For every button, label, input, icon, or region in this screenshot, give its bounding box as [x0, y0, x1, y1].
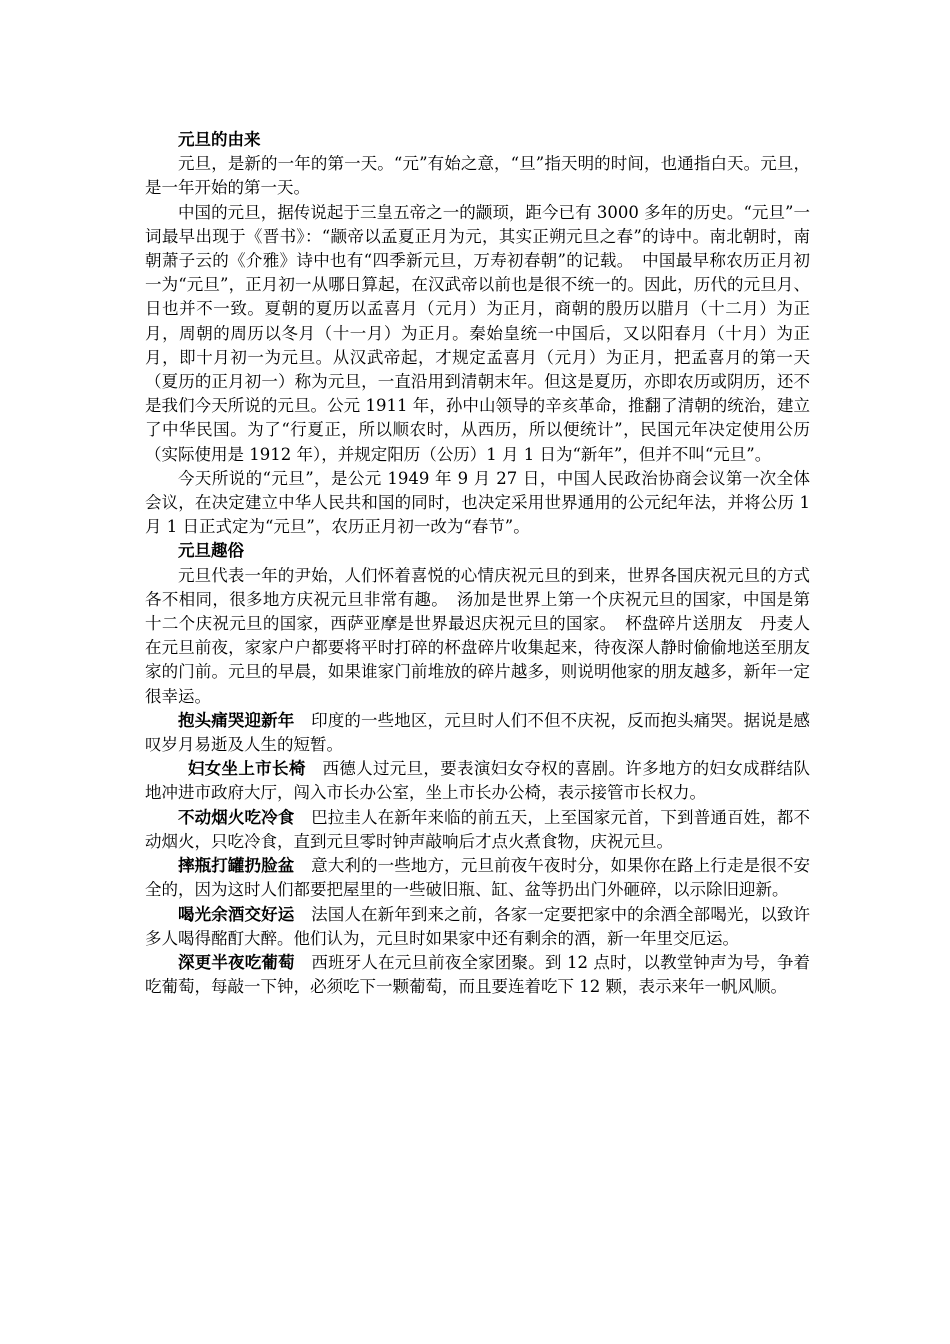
paragraph: 中国的元旦，据传说起于三皇五帝之一的颛顼，距今已有 3000 多年的历史。“元旦”一词最早出现于《晋书》：“颛帝以孟夏正月为元，其实正朔元旦之春”的诗中。南北朝时，南朝萧子云的《介雅》诗中也有“四季新元旦，万寿初春朝”的记载。 中国最早称农历正月初一为“元旦”，正月初一从哪日算起，在汉武帝以前也是很不统一的。因此，历代的元旦月、日也并不一致。夏朝的夏历以孟喜月（元月）为正月，商朝的殷历以腊月（十二月）为正月，周朝的周历以冬月（十一月）为正月。秦始皇统一中国后，又以阳春月（十月）为正月，即十月初一为元旦。从汉武帝起，才规定孟喜月（元月）为正月，把孟喜月的第一天（夏历的正月初一）称为元旦，一直沿用到清朝末年。但这是夏历，亦即农历或阴历，还不是我们今天所说的元旦。公元 1911 年，孙中山领导的辛亥革命，推翻了清朝的统治，建立了中华民国。为了“行夏正，所以顺农时，从西历，所以便统计”，民国元年决定使用公历（实际使用是 1912 年），并规定阳历（公历）1 月 1 日为“新年”，但并不叫“元旦”。 — [145, 202, 810, 464]
custom-text: 印度的一些地区，元旦时人们不但不庆祝，反而抱头痛哭。据说是感叹岁月易逝及人生的短暂。 — [145, 710, 811, 755]
custom-title: 摔瓶打罐扔脸盆 — [178, 856, 295, 876]
document-body — [145, 128, 810, 999]
custom-title: 喝光余酒交好运 — [178, 904, 295, 924]
custom-item — [145, 903, 810, 951]
section-heading-customs: 元旦趣俗 — [178, 541, 244, 561]
paragraph: 元旦，是新的一年的第一天。“元”有始之意，“旦”指天明的时间，也通指白天。元旦，是一年开始的第一天。 — [145, 154, 810, 198]
custom-text: 巴拉圭人在新年来临的前五天，上至国家元首，下到普通百姓，都不动烟火，只吃冷食，直到元旦零时钟声敲响后才点火煮食物，庆祝元旦。 — [145, 807, 811, 851]
custom-title: 不动烟火吃冷食 — [178, 807, 295, 827]
custom-item — [145, 757, 810, 805]
custom-item — [145, 951, 810, 999]
paragraph: 今天所说的“元旦”，是公元 1949 年 9 月 27 日，中国人民政治协商会议第一次全体会议，在决定建立中华人民共和国的同时，也决定采用世界通用的公元纪年法，并将公历 1 月 1 日正式定为“元旦”，农历正月初一改为“春节”。 — [145, 468, 810, 537]
custom-title: 深更半夜吃葡萄 — [178, 952, 295, 972]
custom-text: 西班牙人在元旦前夜全家团聚。到 12 点时，以教堂钟声为号，争着吃葡萄，每敲一下钟，必须吃下一颗葡萄，而且要连着吃下 12 颗，表示来年一帆风顺。 — [145, 952, 810, 997]
custom-item — [145, 806, 810, 854]
custom-title: 抱头痛哭迎新年 — [178, 710, 295, 730]
paragraph: 元旦代表一年的尹始，人们怀着喜悦的心情庆祝元旦的到来，世界各国庆祝元旦的方式各不相同，很多地方庆祝元旦非常有趣。 汤加是世界上第一个庆祝元旦的国家，中国是第十二个庆祝元旦的国家，西萨亚摩是世界最迟庆祝元旦的国家。 杯盘碎片送朋友 丹麦人在元旦前夜，家家户户都要将平时打碎的杯盘碎片收集起来，待夜深人静时偷偷地送至朋友家的门前。元旦的早晨，如果谁家门前堆放的碎片越多，则说明他家的朋友越多，新年一定很幸运。 — [145, 565, 810, 706]
section-heading-origin: 元旦的由来 — [178, 130, 261, 149]
custom-text: 西德人过元旦，要表演妇女夺权的喜剧。许多地方的妇女成群结队地冲进市政府大厅，闯入市长办公室，坐上市长办公椅，表示接管市长权力。 — [145, 759, 811, 803]
custom-item — [145, 854, 810, 902]
custom-item — [145, 709, 810, 757]
custom-text: 意大利的一些地方，元旦前夜午夜时分，如果你在路上行走是很不安全的，因为这时人们都要把屋里的一些破旧瓶、缸、盆等扔出门外砸碎，以示除旧迎新。 — [145, 856, 811, 900]
custom-text: 法国人在新年到来之前，各家一定要把家中的余酒全部喝光，以致许多人喝得酩酊大醉。他们认为，元旦时如果家中还有剩余的酒，新一年里交厄运。 — [145, 904, 811, 948]
custom-title: 妇女坐上市长椅 — [187, 759, 306, 779]
